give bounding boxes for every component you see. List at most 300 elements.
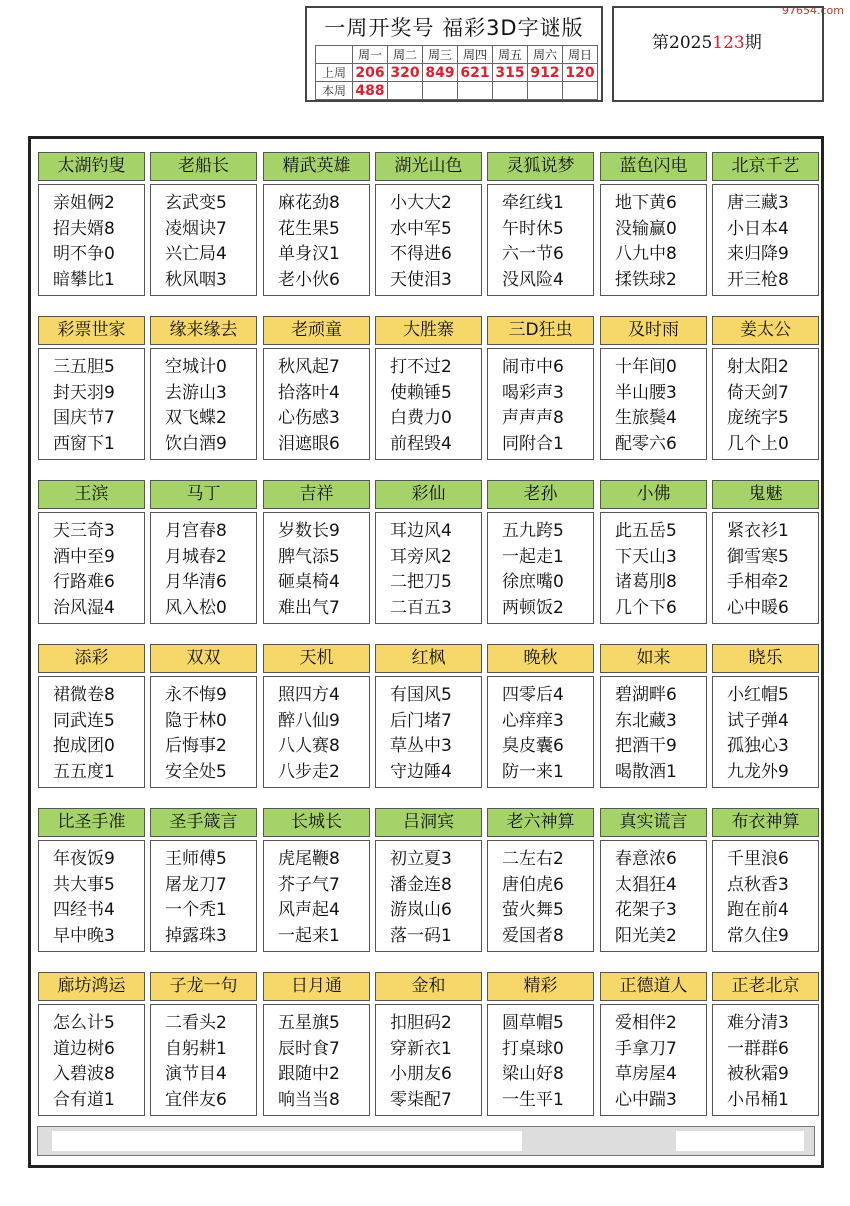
riddle-line: 十年间0	[615, 357, 677, 377]
riddle-box	[263, 512, 370, 624]
riddle-box	[600, 184, 707, 296]
riddle-line: 一群群6	[727, 1038, 789, 1059]
riddle-line: 闹市中6	[502, 357, 564, 377]
this-week-label: 本周	[316, 82, 353, 100]
riddle-line: 潘金连8	[390, 874, 452, 895]
riddle-line: 治风湿4	[53, 597, 115, 618]
riddle-line: 一起走1	[502, 546, 564, 567]
riddle-line: 太猖狂4	[615, 874, 677, 895]
riddle-cell	[263, 644, 370, 788]
author-name: 日月通	[263, 972, 370, 1001]
author-name: 晓乐	[712, 644, 819, 673]
author-name: 彩仙	[375, 480, 482, 509]
author-name: 三D狂虫	[487, 316, 594, 345]
riddle-line: 点秋香3	[727, 874, 789, 895]
riddle-line: 隐于林0	[165, 710, 227, 731]
author-name: 老船长	[150, 152, 257, 181]
riddle-box	[38, 1004, 145, 1116]
draw-number: 912	[528, 64, 563, 82]
riddle-line: 怎么计5	[53, 1013, 115, 1033]
riddle-line: 单身汉1	[278, 244, 340, 264]
author-name: 王滨	[38, 480, 145, 509]
riddle-line: 风声起4	[278, 900, 340, 920]
riddle-line: 行路难6	[53, 572, 115, 592]
riddle-box	[375, 840, 482, 952]
riddle-box	[487, 676, 594, 788]
author-name: 如来	[600, 644, 707, 673]
riddle-line: 月城春2	[165, 546, 227, 567]
riddle-box	[263, 1004, 370, 1116]
riddle-line: 风入松0	[165, 597, 227, 618]
riddle-box	[263, 184, 370, 296]
riddle-line: 酒中至9	[53, 546, 115, 567]
riddle-line: 双飞蝶2	[165, 408, 227, 428]
riddle-line: 喝彩声3	[502, 382, 564, 403]
riddle-cell	[263, 316, 370, 460]
draw-number	[458, 82, 493, 100]
author-name: 姜太公	[712, 316, 819, 345]
author-name: 真实谎言	[600, 808, 707, 837]
riddle-box	[375, 184, 482, 296]
riddle-box	[375, 512, 482, 624]
riddle-line: 演节目4	[165, 1064, 227, 1084]
riddle-line: 饮白酒9	[165, 433, 227, 454]
riddle-line: 手相牵2	[727, 572, 789, 592]
riddle-line: 配零六6	[615, 433, 677, 454]
riddle-cell	[487, 808, 594, 952]
riddle-line: 西窗下1	[53, 433, 115, 454]
riddle-box	[38, 184, 145, 296]
riddle-line: 阳光美2	[615, 925, 677, 946]
riddle-line: 草丛中3	[390, 736, 452, 756]
riddle-cell	[487, 480, 594, 624]
author-name: 廊坊鸿运	[38, 972, 145, 1001]
author-name: 双双	[150, 644, 257, 673]
riddle-line: 花生果5	[278, 218, 340, 239]
issue-suffix: 期	[744, 33, 762, 53]
riddle-line: 小大大2	[390, 193, 452, 213]
riddle-cell	[38, 972, 145, 1116]
riddle-line: 常久住9	[727, 925, 789, 946]
riddle-line: 二把刀5	[390, 572, 452, 592]
riddle-line: 使赖锤5	[390, 382, 452, 403]
riddle-line: 亲姐俩2	[53, 193, 115, 213]
riddle-line: 心中踹3	[615, 1089, 677, 1110]
riddle-line: 一个秃1	[165, 900, 227, 920]
riddle-box	[712, 512, 819, 624]
riddle-line: 凌烟诀7	[165, 218, 227, 239]
riddle-line: 封天羽9	[53, 382, 115, 403]
riddle-line: 一生平1	[502, 1089, 564, 1110]
riddle-line: 爱相伴2	[615, 1013, 677, 1033]
riddle-box	[38, 676, 145, 788]
riddle-cell	[600, 152, 707, 296]
riddle-line: 臭皮囊6	[502, 736, 564, 756]
author-name: 湖光山色	[375, 152, 482, 181]
riddle-line: 小红帽5	[727, 685, 789, 705]
riddle-line: 来归降9	[727, 244, 789, 264]
riddle-line: 同武连5	[53, 710, 115, 731]
riddle-box	[375, 676, 482, 788]
riddle-line: 九龙外9	[727, 761, 789, 782]
riddle-line: 八人赛8	[278, 736, 340, 756]
riddle-line: 二看头2	[165, 1013, 227, 1033]
riddle-line: 掉露珠3	[165, 925, 227, 946]
riddle-line: 耳边风4	[390, 521, 452, 541]
riddle-box	[375, 348, 482, 460]
riddle-line: 揉铁球2	[615, 269, 677, 290]
riddle-line: 诸葛刖8	[615, 572, 677, 592]
riddle-line: 水中军5	[390, 218, 452, 239]
riddle-line: 难分清3	[727, 1013, 789, 1033]
riddle-line: 宜伴友6	[165, 1089, 227, 1110]
author-name: 添彩	[38, 644, 145, 673]
riddle-line: 手拿刀7	[615, 1038, 677, 1059]
riddle-line: 王师傅5	[165, 849, 227, 869]
riddle-line: 打不过2	[390, 357, 452, 377]
riddle-cell	[375, 808, 482, 952]
riddle-line: 射太阳2	[727, 357, 789, 377]
riddle-line: 徐庶嘴0	[502, 572, 564, 592]
draw-number: 320	[388, 64, 423, 82]
riddle-line: 草房屋4	[615, 1064, 677, 1084]
footer-bar	[37, 1126, 815, 1156]
author-name: 天机	[263, 644, 370, 673]
riddle-line: 小吊桶1	[727, 1089, 789, 1110]
riddle-box	[487, 348, 594, 460]
riddle-line: 泪遮眼6	[278, 433, 340, 454]
riddle-line: 八九中8	[615, 244, 677, 264]
riddle-cell	[38, 808, 145, 952]
riddle-cell	[150, 152, 257, 296]
riddle-cell	[712, 480, 819, 624]
riddle-box	[38, 512, 145, 624]
author-name: 北京千艺	[712, 152, 819, 181]
riddle-cell	[600, 808, 707, 952]
riddle-line: 声声声8	[502, 408, 564, 428]
riddle-line: 孤独心3	[727, 736, 789, 756]
author-name: 马丁	[150, 480, 257, 509]
draw-number	[493, 82, 528, 100]
riddle-line: 屠龙刀7	[165, 874, 227, 895]
riddle-line: 五星旗5	[278, 1013, 340, 1033]
riddle-line: 明不争0	[53, 244, 115, 264]
riddle-line: 两顿饭2	[502, 597, 564, 618]
riddle-line: 早中晚3	[53, 925, 115, 946]
issue-prefix: 第2025	[652, 33, 713, 53]
riddle-line: 防一来1	[502, 761, 564, 782]
draw-number	[563, 82, 598, 100]
riddle-line: 老小伙6	[278, 269, 340, 290]
issue-number: 123	[712, 33, 745, 53]
day-header: 周六	[528, 46, 563, 64]
riddle-cell	[712, 972, 819, 1116]
author-name: 老顽童	[263, 316, 370, 345]
riddle-line: 拾落叶4	[278, 382, 340, 403]
day-header: 周二	[388, 46, 423, 64]
riddle-line: 没输赢0	[615, 218, 677, 239]
author-name: 子龙一句	[150, 972, 257, 1001]
riddle-line: 脾气添5	[278, 546, 340, 567]
last-week-label: 上周	[316, 64, 353, 82]
draw-number: 621	[458, 64, 493, 82]
author-name: 彩票世家	[38, 316, 145, 345]
riddle-cell	[150, 644, 257, 788]
author-name: 吕洞宾	[375, 808, 482, 837]
draw-number: 315	[493, 64, 528, 82]
riddle-line: 零柒配7	[390, 1089, 452, 1110]
riddle-line: 道边树6	[53, 1038, 115, 1059]
draw-number	[528, 82, 563, 100]
riddle-line: 把酒干9	[615, 736, 677, 756]
riddle-cell	[712, 644, 819, 788]
riddle-cell	[487, 972, 594, 1116]
riddle-line: 国庆节7	[53, 408, 115, 428]
riddle-cell	[150, 808, 257, 952]
riddle-line: 白费力0	[390, 408, 452, 428]
riddle-cell	[487, 644, 594, 788]
riddle-box	[150, 184, 257, 296]
riddle-line: 醉八仙9	[278, 710, 340, 731]
author-name: 布衣神算	[712, 808, 819, 837]
riddle-line: 没风险4	[502, 269, 564, 290]
riddle-line: 六一节6	[502, 244, 564, 264]
riddle-line: 芥子气7	[278, 874, 340, 895]
riddle-line: 打桌球0	[502, 1038, 564, 1059]
riddle-box	[487, 840, 594, 952]
riddle-line: 玄武变5	[165, 193, 227, 213]
riddle-line: 几个上0	[727, 433, 789, 454]
riddle-line: 午时休5	[502, 218, 564, 239]
weekly-results-table	[315, 45, 598, 100]
riddle-board	[28, 136, 824, 1168]
riddle-line: 心中暖6	[727, 597, 789, 618]
issue-panel	[612, 6, 824, 102]
author-name: 精彩	[487, 972, 594, 1001]
riddle-line: 月华清6	[165, 572, 227, 592]
days-row	[316, 46, 598, 64]
riddle-box	[712, 184, 819, 296]
author-name: 太湖钓叟	[38, 152, 145, 181]
riddle-line: 招夫婿8	[53, 218, 115, 239]
riddle-line: 四经书4	[53, 900, 115, 920]
riddle-line: 四零后4	[502, 685, 564, 705]
draw-number: 206	[353, 64, 388, 82]
riddle-line: 抱成团0	[53, 736, 115, 756]
riddle-line: 跟随中2	[278, 1064, 340, 1084]
riddle-line: 前程毁4	[390, 433, 452, 454]
page-title: 一周开奖号 福彩3D字谜版	[324, 16, 584, 40]
author-name: 精武英雄	[263, 152, 370, 181]
footer-blank-right	[676, 1131, 804, 1151]
day-header: 周一	[353, 46, 388, 64]
riddle-line: 秋风起7	[278, 357, 340, 377]
riddle-box	[38, 840, 145, 952]
weekly-results-panel	[305, 6, 603, 102]
riddle-line: 耳旁风2	[390, 546, 452, 567]
author-name: 正德道人	[600, 972, 707, 1001]
riddle-line: 兴亡局4	[165, 244, 227, 264]
riddle-cell	[38, 152, 145, 296]
author-name: 灵狐说梦	[487, 152, 594, 181]
riddle-line: 开三枪8	[727, 269, 789, 290]
riddle-line: 穿新衣1	[390, 1038, 452, 1059]
riddle-line: 小日本4	[727, 218, 789, 239]
riddle-line: 八步走2	[278, 761, 340, 782]
riddle-line: 辰时食7	[278, 1038, 340, 1059]
riddle-cell	[263, 808, 370, 952]
author-name: 缘来缘去	[150, 316, 257, 345]
riddle-line: 去游山3	[165, 382, 227, 403]
riddle-cell	[487, 152, 594, 296]
riddle-line: 被秋霜9	[727, 1064, 789, 1084]
riddle-line: 岁数长9	[278, 521, 340, 541]
author-name: 正老北京	[712, 972, 819, 1001]
riddle-line: 此五岳5	[615, 521, 677, 541]
riddle-line: 紧衣衫1	[727, 521, 789, 541]
riddle-line: 有国风5	[390, 685, 452, 705]
riddle-line: 守边陲4	[390, 761, 452, 782]
author-name: 大胜寨	[375, 316, 482, 345]
riddle-line: 唐伯虎6	[502, 874, 564, 895]
riddle-line: 年夜饭9	[53, 849, 115, 869]
author-name: 鬼魅	[712, 480, 819, 509]
riddle-line: 入碧波8	[53, 1064, 115, 1084]
riddle-line: 牵红线1	[502, 193, 564, 213]
riddle-line: 半山腰3	[615, 382, 677, 403]
riddle-line: 千里浪6	[727, 849, 789, 869]
riddle-box	[487, 184, 594, 296]
riddle-box	[150, 348, 257, 460]
riddle-line: 二百五3	[390, 597, 452, 618]
draw-number: 120	[563, 64, 598, 82]
riddle-cell	[150, 972, 257, 1116]
footer-blank-left	[52, 1131, 522, 1151]
riddle-box	[150, 676, 257, 788]
author-name: 小佛	[600, 480, 707, 509]
riddle-cell	[263, 480, 370, 624]
riddle-cell	[38, 480, 145, 624]
riddle-box	[487, 512, 594, 624]
author-name: 蓝色闪电	[600, 152, 707, 181]
riddle-line: 永不悔9	[165, 685, 227, 705]
riddle-line: 落一码1	[390, 925, 452, 946]
riddle-cell	[375, 972, 482, 1116]
riddle-cell	[487, 316, 594, 460]
author-name: 及时雨	[600, 316, 707, 345]
riddle-box	[600, 676, 707, 788]
riddle-line: 心伤感3	[278, 408, 340, 428]
riddle-line: 下天山3	[615, 546, 677, 567]
riddle-box	[712, 676, 819, 788]
author-name: 长城长	[263, 808, 370, 837]
riddle-line: 安全处5	[165, 761, 227, 782]
last-week-row	[316, 64, 598, 82]
riddle-box	[600, 348, 707, 460]
draw-number: 849	[423, 64, 458, 82]
riddle-line: 圆草帽5	[502, 1013, 564, 1033]
riddle-cell	[263, 152, 370, 296]
riddle-cell	[150, 480, 257, 624]
riddle-line: 响当当8	[278, 1089, 340, 1110]
riddle-cell	[38, 644, 145, 788]
riddle-line: 小朋友6	[390, 1064, 452, 1084]
riddle-line: 跑在前4	[727, 900, 789, 920]
day-header: 周五	[493, 46, 528, 64]
riddle-cell	[600, 644, 707, 788]
draw-number: 488	[353, 82, 388, 100]
riddle-box	[150, 840, 257, 952]
riddle-line: 裙微卷8	[53, 685, 115, 705]
riddle-line: 暗攀比1	[53, 269, 115, 290]
riddle-cell	[375, 644, 482, 788]
riddle-line: 地下黄6	[615, 193, 677, 213]
author-name: 比圣手准	[38, 808, 145, 837]
riddle-box	[712, 1004, 819, 1116]
riddle-line: 萤火舞5	[502, 900, 564, 920]
riddle-line: 唐三藏3	[727, 193, 789, 213]
author-name: 金和	[375, 972, 482, 1001]
riddle-line: 共大事5	[53, 874, 115, 895]
day-header: 周三	[423, 46, 458, 64]
riddle-line: 不得进6	[390, 244, 452, 264]
riddle-cell	[375, 480, 482, 624]
riddle-cell	[600, 316, 707, 460]
riddle-cell	[712, 152, 819, 296]
riddle-line: 倚天剑7	[727, 382, 789, 403]
day-header: 周日	[563, 46, 598, 64]
riddle-line: 心痒痒3	[502, 710, 564, 731]
riddle-line: 几个下6	[615, 597, 677, 618]
riddle-line: 同附合1	[502, 433, 564, 454]
riddle-box	[487, 1004, 594, 1116]
riddle-cell	[375, 152, 482, 296]
riddle-line: 试子弹4	[727, 710, 789, 731]
author-name: 圣手箴言	[150, 808, 257, 837]
draw-number	[423, 82, 458, 100]
riddle-line: 生旅鬓4	[615, 408, 677, 428]
riddle-line: 空城计0	[165, 357, 227, 377]
riddle-line: 梁山好8	[502, 1064, 564, 1084]
riddle-cell	[150, 316, 257, 460]
riddle-box	[712, 840, 819, 952]
riddle-line: 五九跨5	[502, 521, 564, 541]
riddle-line: 合有道1	[53, 1089, 115, 1110]
issue-label	[652, 28, 762, 53]
riddle-line: 御雪寒5	[727, 546, 789, 567]
riddle-box	[712, 348, 819, 460]
riddle-line: 二左右2	[502, 849, 564, 869]
riddle-box	[600, 840, 707, 952]
riddle-cell	[712, 316, 819, 460]
author-name: 老孙	[487, 480, 594, 509]
riddle-line: 游岚山6	[390, 900, 452, 920]
draw-number	[388, 82, 423, 100]
riddle-box	[600, 1004, 707, 1116]
riddle-line: 花架子3	[615, 900, 677, 920]
riddle-line: 爱国者8	[502, 925, 564, 946]
riddle-line: 难出气7	[278, 597, 340, 618]
riddle-box	[150, 1004, 257, 1116]
riddle-line: 初立夏3	[390, 849, 452, 869]
riddle-line: 扣胆码2	[390, 1013, 452, 1033]
author-name: 晚秋	[487, 644, 594, 673]
riddle-line: 春意浓6	[615, 849, 677, 869]
author-name: 老六神算	[487, 808, 594, 837]
riddle-cell	[600, 972, 707, 1116]
riddle-line: 一起来1	[278, 925, 340, 946]
riddle-line: 秋风咽3	[165, 269, 227, 290]
